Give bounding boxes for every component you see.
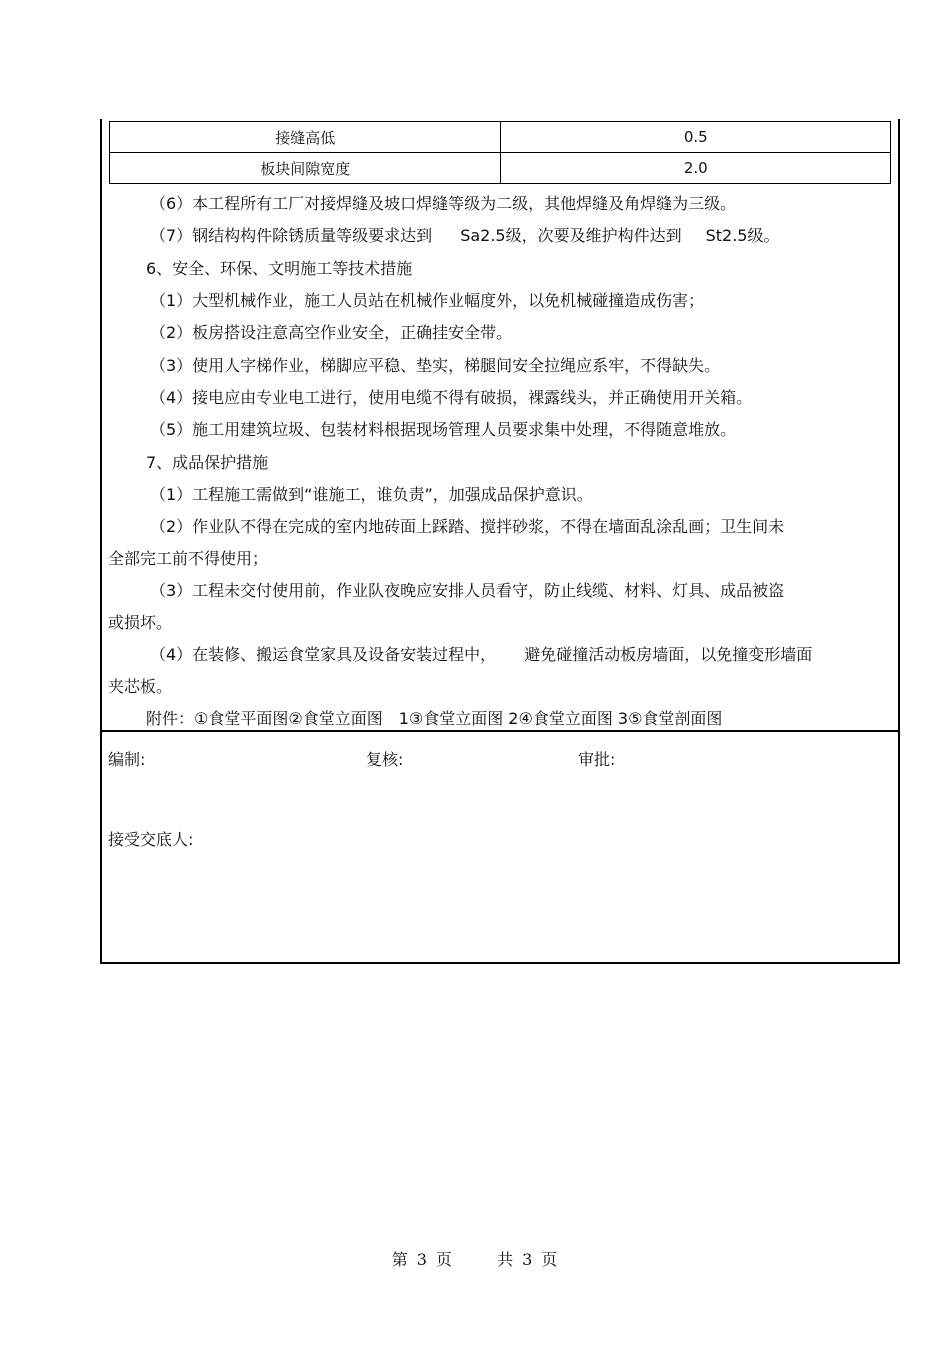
footer-total-label: 共	[497, 1250, 515, 1269]
table-cell-item: 板块间隙宽度	[110, 153, 501, 184]
paragraph-text: （4）在装修、搬运食堂家具及设备安装过程中，	[150, 645, 497, 664]
frame-corner	[898, 119, 900, 125]
footer-page-label: 第	[391, 1250, 409, 1269]
footer-page-unit: 页	[435, 1250, 453, 1269]
approved-by-label: 审批:	[578, 750, 616, 769]
list-item-continuation: 全部完工前不得使用；	[108, 549, 269, 568]
spec-table	[109, 121, 891, 184]
section-heading: 6、安全、环保、文明施工等技术措施	[146, 259, 413, 278]
paragraph-welding: （6）本工程所有工厂对接焊缝及坡口焊缝等级为二级，其他焊缝及角焊缝为三级。	[150, 194, 737, 213]
page-footer	[0, 1247, 950, 1270]
table-row	[110, 153, 891, 184]
list-item: （3）使用人字梯作业，梯脚应平稳、垫实，梯腿间安全拉绳应系牢，不得缺失。	[150, 356, 721, 375]
list-item: （3）工程未交付使用前，作业队夜晚应安排人员看守，防止线缆、材料、灯具、成品被盗	[150, 581, 785, 600]
section-divider	[100, 730, 900, 732]
section-heading: 7、成品保护措施	[146, 453, 269, 472]
table-row	[110, 122, 891, 153]
list-item: （4）接电应由专业电工进行，使用电缆不得有破损，裸露线头，并正确使用开关箱。	[150, 388, 753, 407]
list-item: （2）板房搭设注意高空作业安全，正确挂安全带。	[150, 323, 513, 342]
attachments-line: 附件：①食堂平面图②食堂立面图 1③食堂立面图 2④食堂立面图 3⑤食堂剖面图	[146, 709, 723, 728]
list-item	[108, 645, 930, 665]
table-cell-value: 2.0	[501, 153, 891, 184]
footer-total-unit: 页	[541, 1250, 559, 1269]
reviewed-by-label: 复核:	[366, 750, 404, 769]
prepared-by-label: 编制:	[108, 750, 146, 769]
paragraph-text: 避免碰撞活动板房墙面，以免撞变形墙面	[524, 645, 813, 664]
list-item: （1）大型机械作业，施工人员站在机械作业幅度外，以免机械碰撞造成伤害；	[150, 291, 705, 310]
footer-total-number: 3	[522, 1250, 534, 1269]
list-item: （5）施工用建筑垃圾、包装材料根据现场管理人员要求集中处理，不得随意堆放。	[150, 420, 737, 439]
paragraph-text: Sa2.5级，次要及维护构件达到	[460, 226, 682, 245]
list-item: （2）作业队不得在完成的室内地砖面上踩踏、搅拌砂浆，不得在墙面乱涂乱画；卫生间未	[150, 517, 785, 536]
list-item-continuation: 夹芯板。	[108, 677, 173, 696]
table-cell-value: 0.5	[501, 122, 891, 153]
footer-page-number: 3	[416, 1250, 428, 1269]
paragraph-rust-removal	[108, 226, 930, 246]
list-item-continuation: 或损坏。	[108, 613, 173, 632]
list-item: （1）工程施工需做到“谁施工，谁负责”，加强成品保护意识。	[150, 485, 593, 504]
table-cell-item: 接缝高低	[110, 122, 501, 153]
paragraph-text: （7）钢结构构件除锈质量等级要求达到	[150, 226, 433, 245]
paragraph-text: St2.5级。	[705, 226, 780, 245]
receiver-label: 接受交底人:	[108, 830, 194, 849]
